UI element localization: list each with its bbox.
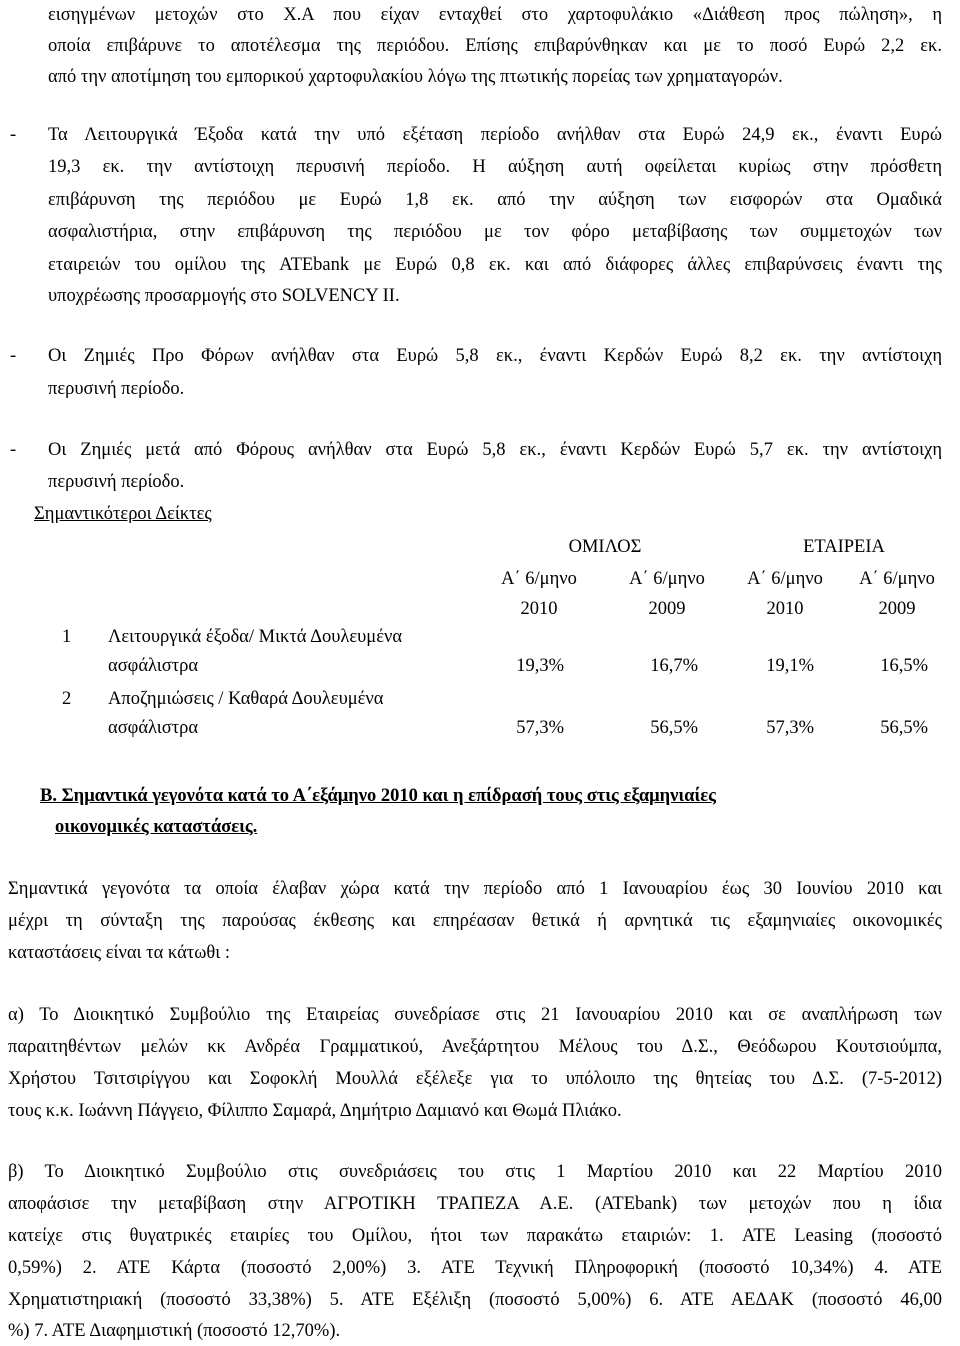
table-cell: 19,3% [516, 656, 564, 676]
col-header-year: 2009 [878, 599, 916, 619]
bullet-dash: - [10, 440, 17, 460]
bullet-line: Οι Ζημιές μετά από Φόρους ανήλθαν στα Ευρώ 5,8 εκ., έναντι Κερδών Ευρώ 5,7 εκ. την αντίστοιχη [48, 440, 942, 460]
table-cell: 19,1% [766, 656, 814, 676]
paragraph-a-line: παραιτηθέντων μελών κκ Ανδρέα Γραμματικού, Ανεξάρτητου Μέλους του Δ.Σ., Θεόδωρου Κουτσιούμπα, [8, 1037, 942, 1057]
table-cell: 16,5% [880, 656, 928, 676]
table-cell: 56,5% [880, 718, 928, 738]
section-b-title: Β. Σημαντικά γεγονότα κατά το Α΄εξάμηνο 2010 και η επίδρασή τους στις εξαμηνιαίες [40, 786, 716, 806]
bullet-line: ασφαλιστήρια, στην επιβάρυνση της περιόδου με τον φόρο μεταβίβασης των συμμετοχών των [48, 222, 942, 242]
table-cell: 57,3% [516, 718, 564, 738]
group-header-company: ΕΤΑΙΡΕΙΑ [803, 537, 885, 557]
bullet-line: υποχρέωσης προσαρμογής στο SOLVENCY II. [48, 286, 400, 306]
bullet-line: Οι Ζημιές Προ Φόρων ανήλθαν στα Ευρώ 5,8 εκ., έναντι Κερδών Ευρώ 8,2 εκ. την αντίστοιχη [48, 346, 942, 366]
row-label: ασφάλιστρα [108, 718, 199, 738]
bullet-line: εταιρειών του ομίλου της ATEbank με Ευρώ 0,8 εκ. και από διάφορες άλλες επιβαρύνσεις έναντι της [48, 255, 942, 275]
group-header-group: ΟΜΙΛΟΣ [568, 537, 642, 557]
col-header: Α΄ 6/μηνο [629, 569, 705, 589]
bullet-dash: - [10, 125, 17, 145]
paragraph-b-line: β) Το Διοικητικό Συμβούλιο στις συνεδριάσεις του στις 1 Μαρτίου 2010 και 22 Μαρτίου 2010 [8, 1162, 942, 1182]
paragraph-b-line: %) 7. ΑΤΕ Διαφημιστική (ποσοστό 12,70%). [8, 1321, 341, 1341]
paragraph-b-line: κατείχε στις θυγατρικές εταιρίες του Ομίλου, ήτοι των παρακάτω εταιριών: 1. ATE Leasing (ποσοστό [8, 1226, 942, 1246]
row-label: Λειτουργικά έξοδα/ Μικτά Δουλευμένα [108, 627, 403, 647]
row-label: ασφάλιστρα [108, 656, 199, 676]
col-header-year: 2009 [648, 599, 686, 619]
paragraph-b-line: Χρηματιστηριακή (ποσοστό 33,38%) 5. ΑΤΕ Εξέλιξη (ποσοστό 5,00%) 6. ΑΤΕ ΑΕΔΑΚ (ποσοστό 46,00 [8, 1290, 942, 1310]
col-header: Α΄ 6/μηνο [747, 569, 823, 589]
bullet-line: Τα Λειτουργικά Έξοδα κατά την υπό εξέταση περίοδο ανήλθαν στα Ευρώ 24,9 εκ., έναντι Ευρώ [48, 125, 942, 145]
paragraph-a-line: τους κ.κ. Ιωάννη Πάγγειο, Φίλιππο Σαμαρά, Δημήτριο Δαμιανό και Θωμά Πλιάκο. [8, 1101, 622, 1121]
bullet-line: 19,3 εκ. την αντίστοιχη περυσινή περίοδο. Η αύξηση αυτή οφείλεται κυρίως στην πρόσθετη [48, 157, 942, 177]
section-b-title: οικονομικές καταστάσεις. [55, 817, 258, 837]
table-cell: 56,5% [650, 718, 698, 738]
intro-line: εισηγμένων μετοχών στο Χ.Α που είχαν ενταχθεί στο χαρτοφυλάκιο «Διάθεση προς πώληση», η [48, 5, 942, 25]
paragraph-a-line: Χρήστου Τσιτσιρίγγου και Σοφοκλή Μουλλά εξέλεξε για το υπόλοιπο της θητείας του Δ.Σ. (7-5-2012) [8, 1069, 942, 1089]
section-b-intro-line: μέχρι τη σύνταξη της παρούσας έκθεσης και επηρέασαν θετικά ή αρνητικά τις εξαμηνιαίες οικονομικές [8, 911, 942, 931]
bullet-line: περυσινή περίοδο. [48, 379, 185, 399]
row-number: 1 [62, 627, 72, 647]
paragraph-b-line: 0,59%) 2. ΑΤΕ Κάρτα (ποσοστό 2,00%) 3. ΑΤΕ Τεχνική Πληροφορική (ποσοστό 10,34%) 4. ΑΤΕ [8, 1258, 942, 1278]
section-b-intro-line: Σημαντικά γεγονότα τα οποία έλαβαν χώρα κατά την περίοδο από 1 Ιανουαρίου έως 30 Ιουνίου 2010 και [8, 879, 942, 899]
col-header-year: 2010 [520, 599, 558, 619]
paragraph-a-line: α) Το Διοικητικό Συμβούλιο της Εταιρείας συνεδρίασε στις 21 Ιανουαρίου 2010 και σε αναπλήρωση των [8, 1005, 942, 1025]
row-number: 2 [62, 689, 72, 709]
section-b-intro-line: καταστάσεις είναι τα κάτωθι : [8, 943, 230, 963]
indicators-heading: Σημαντικότεροι Δείκτες [34, 504, 212, 524]
col-header-year: 2010 [766, 599, 804, 619]
table-cell: 16,7% [650, 656, 698, 676]
bullet-line: περυσινή περίοδο. [48, 472, 185, 492]
table-cell: 57,3% [766, 718, 814, 738]
col-header: Α΄ 6/μηνο [501, 569, 577, 589]
bullet-line: επιβάρυνση της περιόδου με Ευρώ 1,8 εκ. από την αύξηση των εισφορών στα Ομαδικά [48, 190, 942, 210]
intro-line: από την αποτίμηση του εμπορικού χαρτοφυλακίου λόγω της πτωτικής πορείας των χρηματαγορών. [48, 67, 783, 87]
row-label: Αποζημιώσεις / Καθαρά Δουλευμένα [108, 689, 384, 709]
intro-line: οποία επιβάρυνε το αποτέλεσμα της περιόδου. Επίσης επιβαρύνθηκαν και με το ποσό Ευρώ 2,2 εκ. [48, 36, 942, 56]
bullet-dash: - [10, 346, 17, 366]
col-header: Α΄ 6/μηνο [859, 569, 935, 589]
paragraph-b-line: αποφάσισε την μεταβίβαση στην ΑΓΡΟΤΙΚΗ ΤΡΑΠΕΖΑ Α.Ε. (ATEbank) των μετοχών που η ίδια [8, 1194, 942, 1214]
